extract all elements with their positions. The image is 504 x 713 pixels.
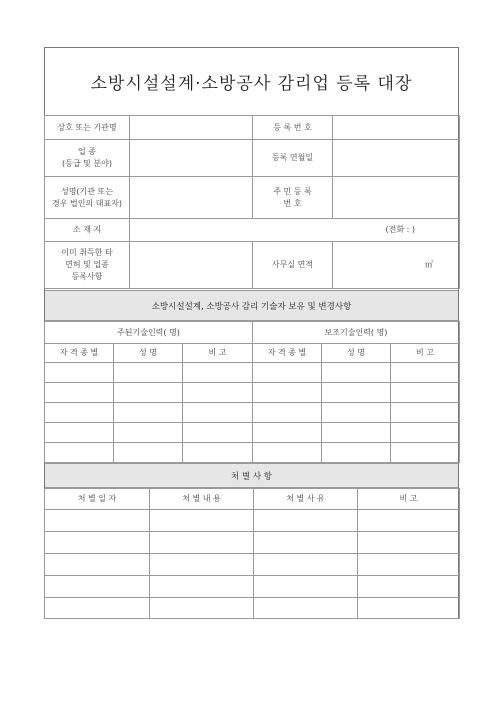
cell[interactable] bbox=[254, 532, 358, 554]
value-registration-date[interactable] bbox=[333, 140, 460, 177]
cell[interactable] bbox=[254, 510, 358, 532]
col-disciplinary-reason: 처 별 사 유 bbox=[254, 489, 358, 510]
cell[interactable] bbox=[114, 443, 183, 463]
cell[interactable] bbox=[45, 532, 150, 554]
cell[interactable] bbox=[391, 443, 460, 463]
cell[interactable] bbox=[114, 383, 183, 403]
cell[interactable] bbox=[254, 576, 358, 598]
label-representative-line2: 경우 법인의 대표자) bbox=[51, 198, 123, 208]
table-row bbox=[45, 383, 460, 403]
cell[interactable] bbox=[253, 443, 322, 463]
value-company-name[interactable] bbox=[130, 116, 253, 140]
cell[interactable] bbox=[114, 403, 183, 423]
cell[interactable] bbox=[183, 403, 253, 423]
label-representative-name bbox=[45, 177, 130, 219]
disciplinary-table bbox=[44, 488, 460, 619]
main-staff-count: 주된기술인력( 명) bbox=[45, 322, 253, 344]
label-registration-date: 등록 연월일 bbox=[253, 140, 333, 177]
cell[interactable] bbox=[150, 510, 254, 532]
area-unit: ㎡ bbox=[425, 260, 433, 269]
value-representative-name[interactable] bbox=[130, 177, 253, 219]
table-row bbox=[45, 363, 460, 383]
col-disciplinary-content: 처 별 내 용 bbox=[150, 489, 254, 510]
cell[interactable] bbox=[45, 443, 114, 463]
label-representative-line1: 성명(기관 또는 bbox=[60, 186, 114, 196]
cell[interactable] bbox=[254, 554, 358, 576]
cell[interactable] bbox=[253, 403, 322, 423]
registration-form bbox=[44, 47, 459, 619]
form-title: 소방시설설계·소방공사 감리업 등록 대장 bbox=[45, 48, 458, 116]
col-remarks-2: 비 고 bbox=[391, 344, 460, 363]
col-remarks: 비 고 bbox=[183, 344, 253, 363]
cell[interactable] bbox=[254, 598, 358, 619]
cell[interactable] bbox=[45, 363, 114, 383]
cell[interactable] bbox=[114, 423, 183, 443]
cell[interactable] bbox=[391, 363, 460, 383]
cell[interactable] bbox=[183, 383, 253, 403]
cell[interactable] bbox=[114, 363, 183, 383]
label-resident-line2: 번 호 bbox=[283, 198, 302, 208]
table-row bbox=[45, 598, 460, 619]
label-company-name: 상호 또는 기관명 bbox=[45, 116, 130, 140]
label-business-type-line1: 업 종 bbox=[78, 147, 96, 156]
cell[interactable] bbox=[45, 383, 114, 403]
value-business-type[interactable] bbox=[130, 140, 253, 177]
col-name-2: 성 명 bbox=[322, 344, 391, 363]
label-office-area: 사무실 면적 bbox=[253, 242, 333, 289]
cell[interactable] bbox=[322, 423, 391, 443]
cell[interactable] bbox=[150, 532, 254, 554]
value-resident-number[interactable] bbox=[333, 177, 460, 219]
value-registration-number[interactable] bbox=[333, 116, 460, 140]
cell[interactable] bbox=[150, 554, 254, 576]
col-disciplinary-remarks: 비 고 bbox=[358, 489, 460, 510]
col-disciplinary-date: 처 별 일 자 bbox=[45, 489, 150, 510]
col-qualification-2: 자 격 종 별 bbox=[253, 344, 322, 363]
info-table bbox=[44, 115, 460, 289]
label-address: 소 재 지 bbox=[45, 219, 130, 242]
label-other-licenses-line1: 이미 취득한 타 bbox=[61, 248, 113, 257]
table-row bbox=[45, 532, 460, 554]
cell[interactable] bbox=[150, 598, 254, 619]
cell[interactable] bbox=[391, 403, 460, 423]
cell[interactable] bbox=[45, 403, 114, 423]
label-business-type bbox=[45, 140, 130, 177]
cell[interactable] bbox=[183, 443, 253, 463]
cell[interactable] bbox=[253, 383, 322, 403]
cell[interactable] bbox=[253, 363, 322, 383]
cell[interactable] bbox=[358, 510, 460, 532]
cell[interactable] bbox=[183, 423, 253, 443]
table-row bbox=[45, 576, 460, 598]
table-row bbox=[45, 403, 460, 423]
label-business-type-line2: (등급 및 분야) bbox=[62, 159, 112, 168]
cell[interactable] bbox=[253, 423, 322, 443]
phone-field: (전화 : ) bbox=[385, 225, 415, 234]
label-other-licenses bbox=[45, 242, 130, 289]
label-resident-number bbox=[253, 177, 333, 219]
tech-section-header: 소방시설설계, 소방공사 감리 기술자 보유 및 변경사항 bbox=[45, 290, 458, 321]
aux-staff-count: 보조기술인력( 명) bbox=[253, 322, 460, 344]
cell[interactable] bbox=[391, 383, 460, 403]
disciplinary-section-header: 처 별 사 항 bbox=[45, 463, 458, 488]
col-name: 성 명 bbox=[114, 344, 183, 363]
cell[interactable] bbox=[322, 383, 391, 403]
cell[interactable] bbox=[183, 363, 253, 383]
cell[interactable] bbox=[322, 403, 391, 423]
cell[interactable] bbox=[391, 423, 460, 443]
cell[interactable] bbox=[322, 443, 391, 463]
value-address[interactable] bbox=[130, 219, 460, 242]
label-resident-line1: 주 민 등 록 bbox=[273, 186, 312, 196]
cell[interactable] bbox=[358, 554, 460, 576]
table-row bbox=[45, 554, 460, 576]
cell[interactable] bbox=[358, 576, 460, 598]
value-office-area[interactable] bbox=[333, 242, 460, 289]
cell[interactable] bbox=[150, 576, 254, 598]
cell[interactable] bbox=[45, 554, 150, 576]
cell[interactable] bbox=[358, 598, 460, 619]
cell[interactable] bbox=[358, 532, 460, 554]
value-other-licenses[interactable] bbox=[130, 242, 253, 289]
table-row bbox=[45, 423, 460, 443]
label-other-licenses-line3: 등록사항 bbox=[71, 272, 103, 281]
cell[interactable] bbox=[322, 363, 391, 383]
cell[interactable] bbox=[45, 423, 114, 443]
label-registration-number: 등 록 번 호 bbox=[253, 116, 333, 140]
cell[interactable] bbox=[45, 598, 150, 619]
cell[interactable] bbox=[45, 576, 150, 598]
label-other-licenses-line2: 면허 및 업종 bbox=[65, 260, 109, 269]
cell[interactable] bbox=[45, 510, 150, 532]
tech-table bbox=[44, 321, 460, 463]
table-row bbox=[45, 443, 460, 463]
table-row bbox=[45, 510, 460, 532]
col-qualification: 자 격 종 별 bbox=[45, 344, 114, 363]
